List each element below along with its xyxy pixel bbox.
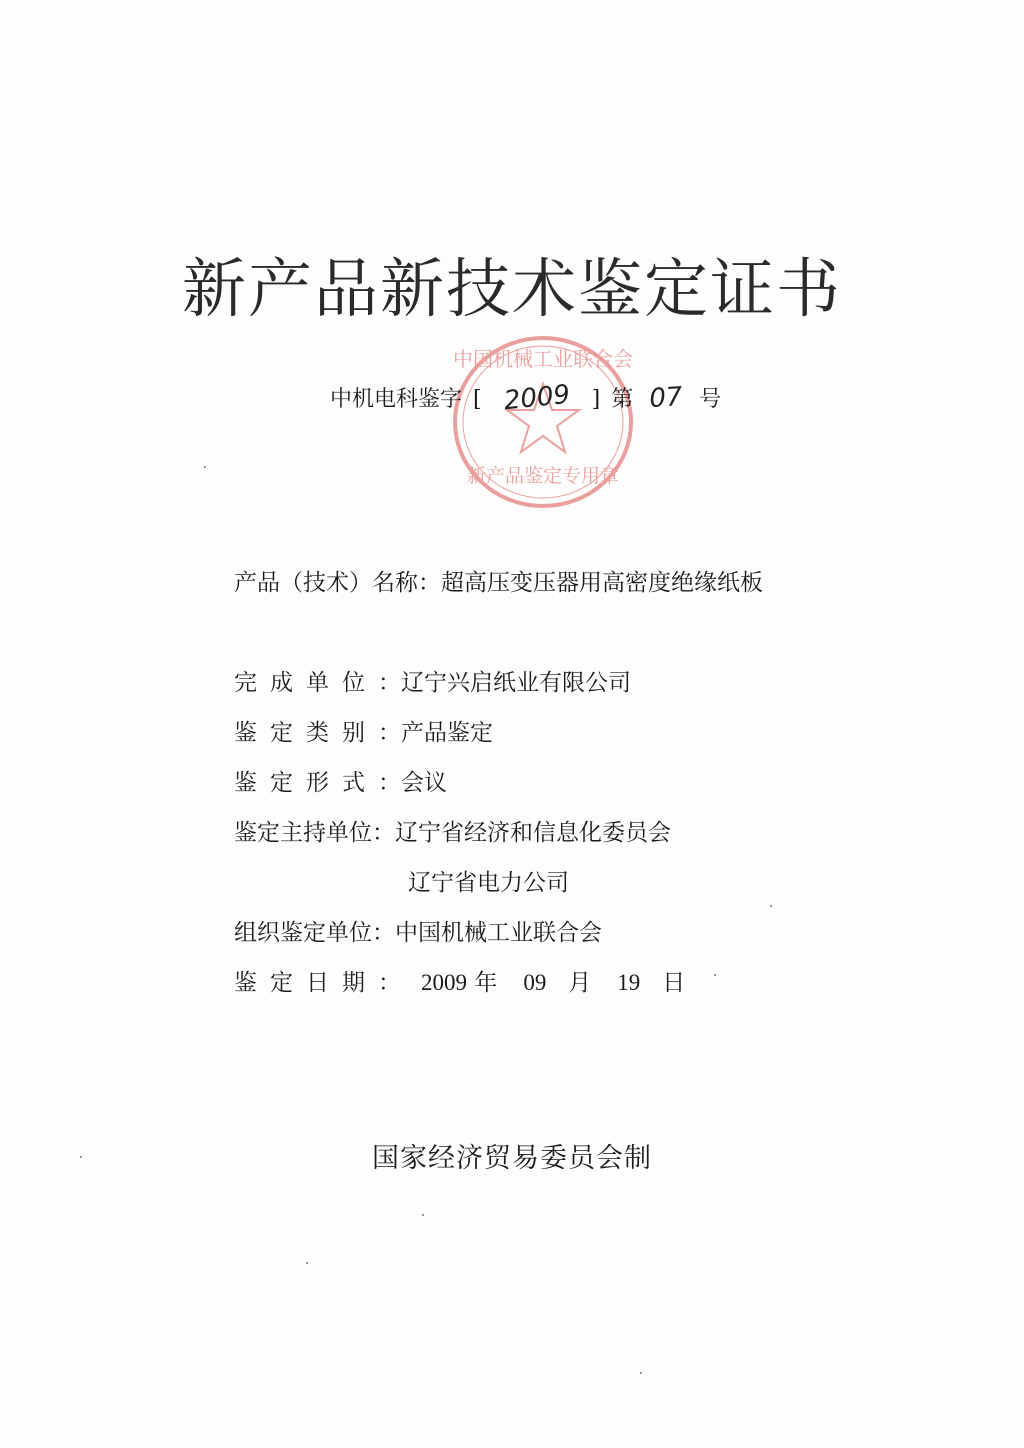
official-seal <box>448 332 638 512</box>
scan-speck <box>714 974 716 976</box>
seal-text-bottom: 新产品鉴定专用章 <box>466 465 620 487</box>
host-unit-value-line2: 辽宁省电力公司 <box>408 870 569 896</box>
appraisal-form-label: 鉴定形式 <box>234 770 378 796</box>
certificate-number-line <box>330 379 722 417</box>
date-month: 09 <box>523 970 547 995</box>
date-day: 19 <box>617 970 641 995</box>
close-bracket: ] <box>591 387 601 412</box>
product-name-row <box>234 564 763 597</box>
appraisal-category-colon: ： <box>378 720 401 746</box>
open-bracket: [ <box>473 387 482 412</box>
issuer-footer: 国家经济贸易委员会制 <box>372 1143 652 1174</box>
scan-speck <box>422 1214 424 1216</box>
handwritten-year: 2009 <box>502 379 572 417</box>
completion-unit-value: 辽宁兴启纸业有限公司 <box>401 670 631 696</box>
appraisal-form-colon: ： <box>378 770 401 796</box>
completion-unit-label: 完成单位 <box>234 670 378 696</box>
number-middle: 第 <box>611 387 634 412</box>
appraisal-category-label: 鉴定类别 <box>234 720 378 746</box>
scan-speck <box>640 1372 642 1374</box>
organizing-unit-row <box>234 914 602 947</box>
certificate-title: 新产品新技术鉴定证书 <box>182 253 842 327</box>
host-unit-value-line1: 辽宁省经济和信息化委员会 <box>395 820 671 846</box>
handwritten-number: 07 <box>648 381 684 415</box>
product-name-label: 产品（技术）名称： <box>234 570 441 596</box>
number-prefix: 中机电科鉴字 <box>330 387 463 412</box>
appraisal-date-label: 鉴定日期 <box>234 970 378 996</box>
date-year-unit: 年 <box>474 970 498 996</box>
completion-unit-colon: ： <box>378 670 401 696</box>
scan-speck <box>204 466 206 468</box>
seal-text-top: 中国机械工业联合会 <box>453 347 633 371</box>
completion-unit-row <box>234 664 631 697</box>
product-name-value: 超高压变压器用高密度绝缘纸板 <box>441 570 763 596</box>
date-day-unit: 日 <box>662 970 686 996</box>
organizing-unit-value: 中国机械工业联合会 <box>395 920 602 946</box>
host-unit-label: 鉴定主持单位： <box>234 820 395 846</box>
appraisal-date-colon: ： <box>378 970 401 996</box>
organizing-unit-label: 组织鉴定单位： <box>234 920 395 946</box>
scan-speck <box>306 1262 308 1264</box>
appraisal-form-row <box>234 764 447 797</box>
date-month-unit: 月 <box>568 970 592 996</box>
scan-speck <box>770 905 772 907</box>
date-year: 2009 <box>421 970 467 995</box>
number-suffix: 号 <box>699 387 722 412</box>
appraisal-date-row <box>234 964 711 997</box>
host-unit-row <box>234 814 671 847</box>
appraisal-form-value: 会议 <box>401 770 447 796</box>
scan-speck <box>80 1156 82 1158</box>
appraisal-category-row <box>234 714 493 747</box>
appraisal-category-value: 产品鉴定 <box>401 720 493 746</box>
host-unit-row-2 <box>408 864 569 897</box>
